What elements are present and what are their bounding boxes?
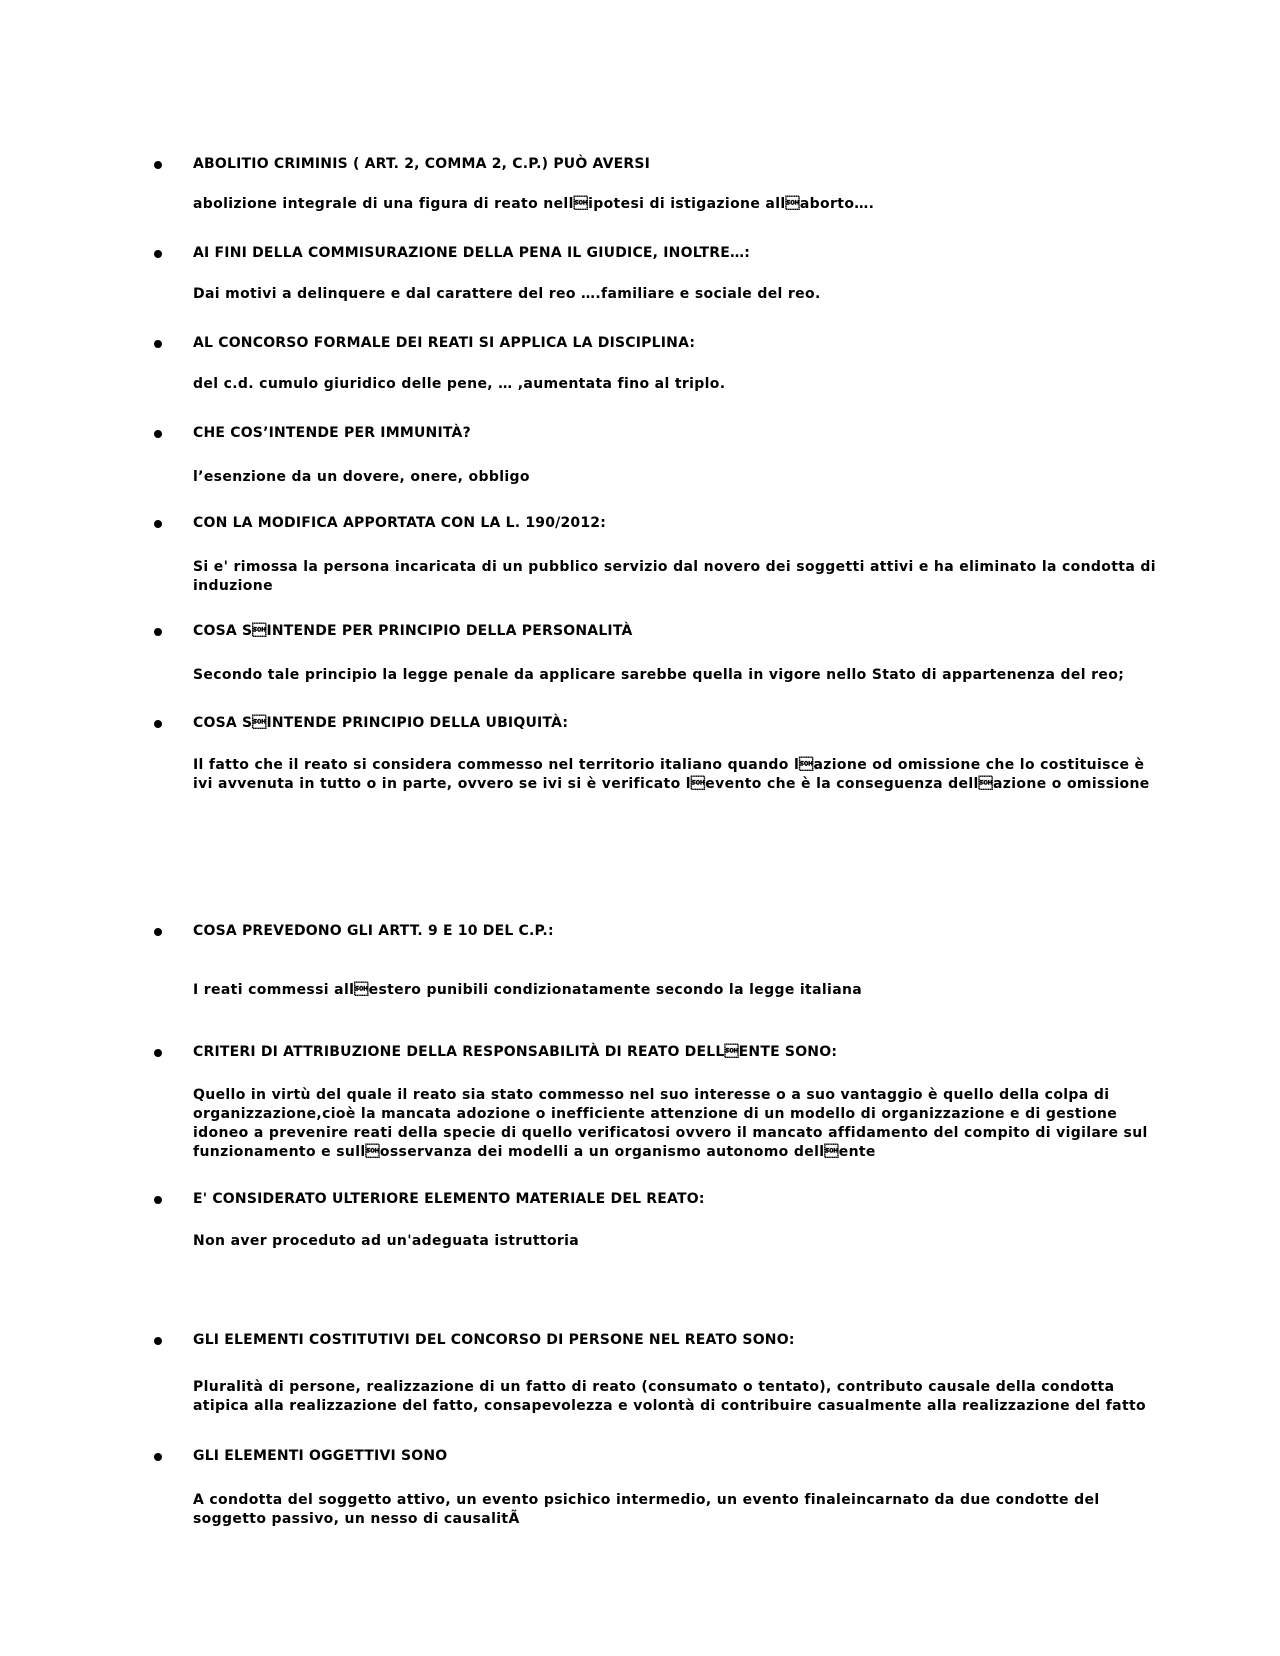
bullet-icon xyxy=(154,1049,162,1057)
answer-text: A condotta del soggetto attivo, un evento psichico intermedio, un evento finaleincarnato da due condotte del soggetto passivo, un nesso di causalitÃ xyxy=(193,1492,1100,1527)
question-heading: E' CONSIDERATO ULTERIORE ELEMENTO MATERIALE DEL REATO: xyxy=(193,1191,705,1207)
question-heading: CHE COS’INTENDE PER IMMUNITÀ? xyxy=(193,425,471,441)
question-heading: ABOLITIO CRIMINIS ( ART. 2, COMMA 2, C.P.) PUÒ AVERSI xyxy=(193,156,651,172)
answer-text: Il fatto che il reato si considera commesso nel territorio italiano quando lazione od omissione che lo costituisce è ivi avvenuta in tutto o in parte, ovvero se ivi si è verificato levento che è la conseguenza dellazione o omissione xyxy=(193,757,1150,792)
question-heading: CON LA MODIFICA APPORTATA CON LA L. 190/2012: xyxy=(193,515,607,531)
answer-text: Si e' rimossa la persona incaricata di un pubblico servizio dal novero dei soggetti attivi e ha eliminato la condotta di induzione xyxy=(193,559,1156,594)
answer-text: Non aver proceduto ad un'adeguata istruttoria xyxy=(193,1233,580,1249)
bullet-icon xyxy=(154,628,162,636)
bullet-icon xyxy=(154,1196,162,1204)
bullet-icon xyxy=(154,1337,162,1345)
question-heading: GLI ELEMENTI COSTITUTIVI DEL CONCORSO DI PERSONE NEL REATO SONO: xyxy=(193,1332,795,1348)
answer-text: del c.d. cumulo giuridico delle pene, … ,aumentata fino al triplo. xyxy=(193,376,726,392)
bullet-icon xyxy=(154,430,162,438)
question-heading: COSA SINTENDE PER PRINCIPIO DELLA PERSONALITÀ xyxy=(193,623,633,639)
bullet-icon xyxy=(154,928,162,936)
question-heading: COSA PREVEDONO GLI ARTT. 9 E 10 DEL C.P.: xyxy=(193,923,554,939)
bullet-icon xyxy=(154,520,162,528)
question-heading: AL CONCORSO FORMALE DEI REATI SI APPLICA LA DISCIPLINA: xyxy=(193,335,696,351)
answer-text: Quello in virtù del quale il reato sia stato commesso nel suo interesse o a suo vantaggio è quello della colpa di organizzazione,cioè la mancata adozione o inefficiente attenzione di un modello di organizzazione e di gestione idoneo a prevenire reati della specie di quello verificatosi ovvero il mancato affidamento del compito di vigilare sul funzionamento e sullosservanza dei modelli a un organismo autonomo dellente xyxy=(193,1087,1148,1160)
answer-text: I reati commessi allestero punibili condizionatamente secondo la legge italiana xyxy=(193,982,863,998)
answer-text: Pluralità di persone, realizzazione di un fatto di reato (consumato o tentato), contributo causale della condotta atipica alla realizzazione del fatto, consapevolezza e volontà di contribuire casualmente alla realizzazione del fatto xyxy=(193,1379,1147,1414)
answer-text: abolizione integrale di una figura di reato nellipotesi di istigazione allaborto…. xyxy=(193,196,875,212)
bullet-icon xyxy=(154,161,162,169)
question-heading: GLI ELEMENTI OGGETTIVI SONO xyxy=(193,1448,448,1464)
bullet-icon xyxy=(154,340,162,348)
answer-text: Secondo tale principio la legge penale da applicare sarebbe quella in vigore nello Stato di appartenenza del reo; xyxy=(193,667,1125,683)
question-heading: CRITERI DI ATTRIBUZIONE DELLA RESPONSABILITÀ DI REATO DELLENTE SONO: xyxy=(193,1044,838,1060)
answer-text: l’esenzione da un dovere, onere, obbligo xyxy=(193,469,530,485)
answer-text: Dai motivi a delinquere e dal carattere del reo ….familiare e sociale del reo. xyxy=(193,286,821,302)
question-heading: COSA SINTENDE PRINCIPIO DELLA UBIQUITÀ: xyxy=(193,715,569,731)
bullet-icon xyxy=(154,250,162,258)
question-heading: AI FINI DELLA COMMISURAZIONE DELLA PENA IL GIUDICE, INOLTRE…: xyxy=(193,245,750,261)
bullet-icon xyxy=(154,720,162,728)
bullet-icon xyxy=(154,1453,162,1461)
